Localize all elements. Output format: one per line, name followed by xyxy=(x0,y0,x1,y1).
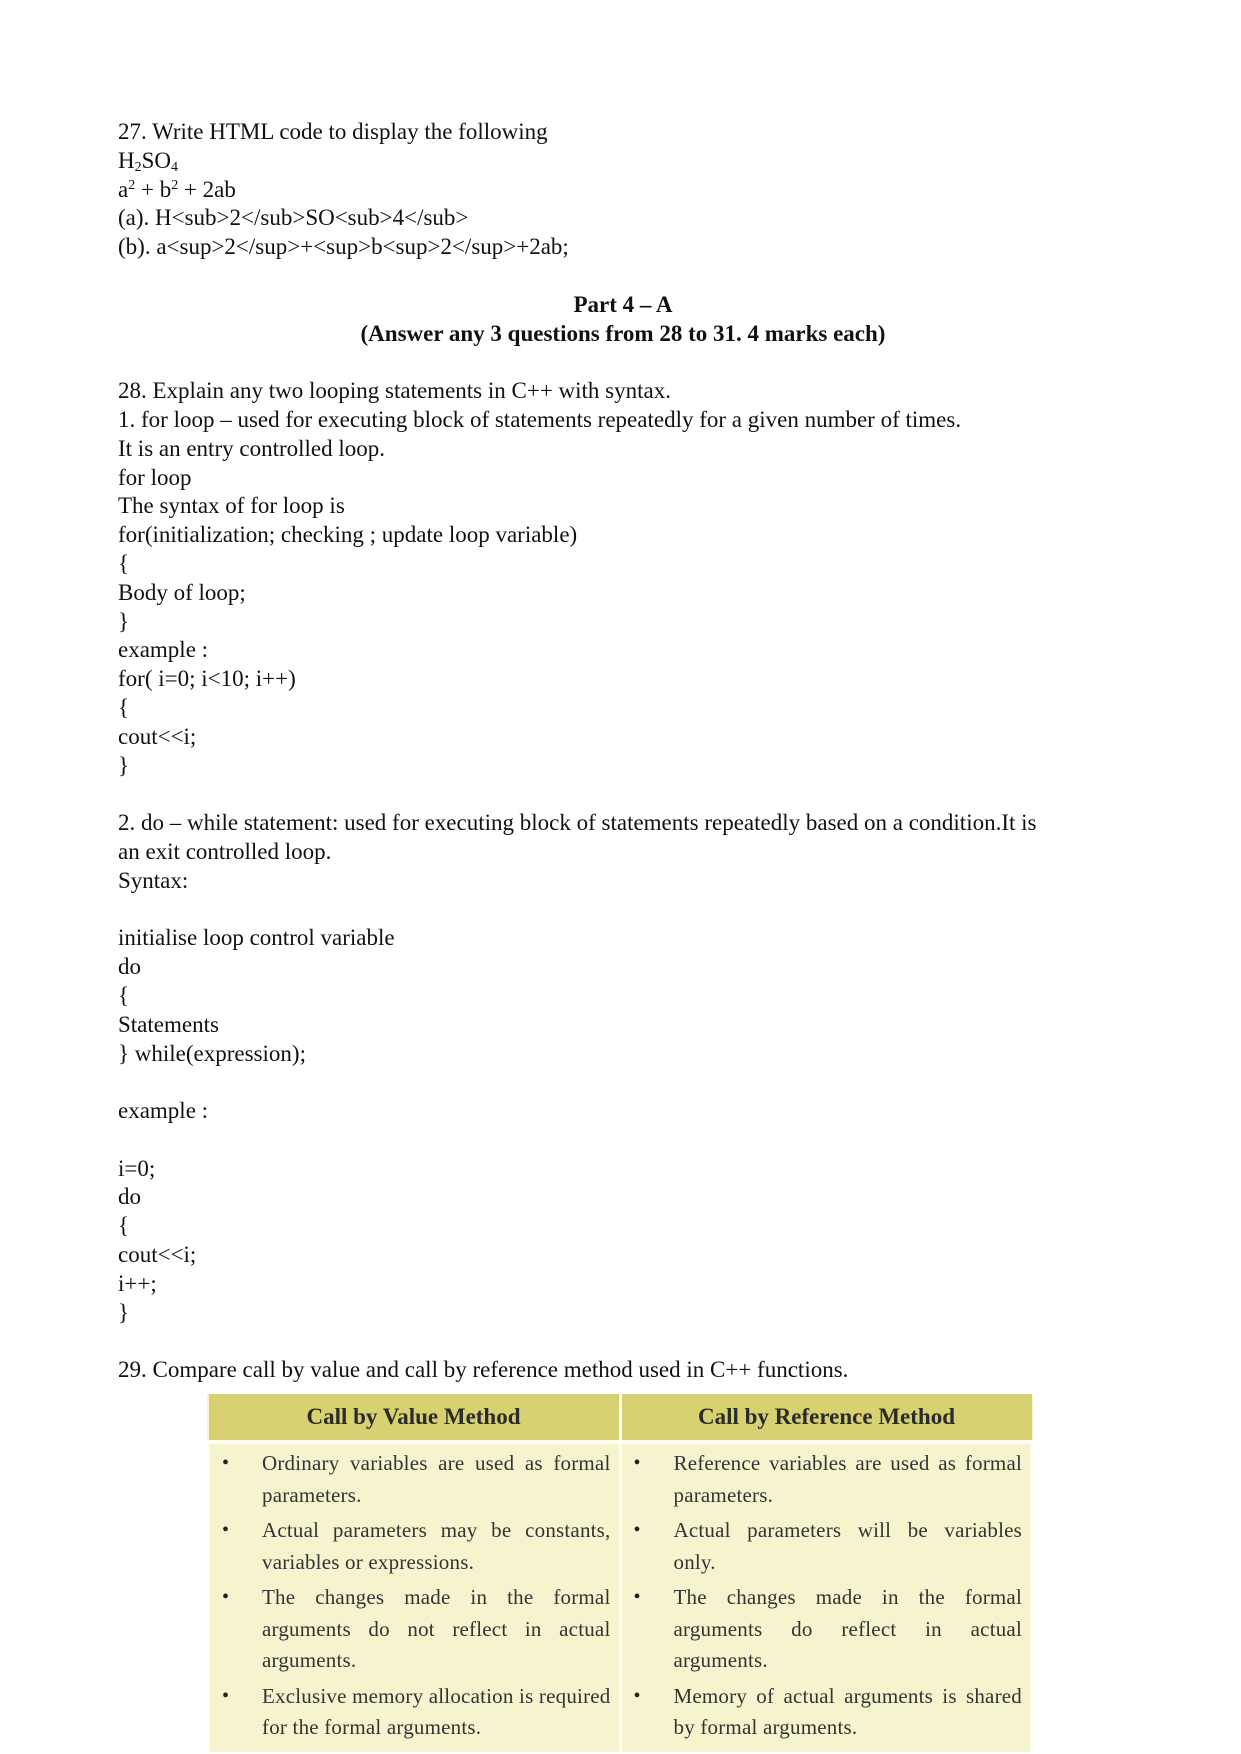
do-while-syntax xyxy=(118,924,1128,1068)
bullet-icon: • xyxy=(633,1452,641,1474)
do-while-example xyxy=(118,1155,1128,1328)
header-call-by-value: Call by Value Method xyxy=(209,1394,621,1442)
part-subtitle: (Answer any 3 questions from 28 to 31. 4 marks each) xyxy=(360,320,886,346)
page-content xyxy=(118,118,1128,1385)
do-while-example-line: i=0; xyxy=(118,1155,156,1181)
header-call-by-reference: Call by Reference Method xyxy=(620,1394,1032,1442)
do-while-example-line: i++; xyxy=(118,1270,157,1296)
do-while-example-line: do xyxy=(118,1184,141,1210)
question-29: 29. Compare call by value and call by reference method used in C++ functions. xyxy=(118,1357,849,1383)
value-list-item xyxy=(216,1582,611,1677)
do-while-syntax-line: do xyxy=(118,954,141,980)
item-text: Memory of actual arguments is shared by formal arguments. xyxy=(673,1683,1022,1739)
do-while-intro xyxy=(118,809,1128,895)
bullet-icon: • xyxy=(633,1519,641,1541)
reference-column xyxy=(620,1442,1032,1752)
do-while-intro-line: Syntax: xyxy=(118,867,189,893)
bullet-icon: • xyxy=(633,1586,641,1608)
do-while-syntax-line: initialise loop control variable xyxy=(118,925,395,951)
do-while-intro-line: 2. do – while statement: used for executing block of statements repeatedly based on a condition.It is xyxy=(118,810,1037,836)
reference-list-item xyxy=(628,1448,1023,1511)
value-column xyxy=(209,1442,621,1752)
comparison-table xyxy=(207,1394,1033,1752)
for-loop-line: It is an entry controlled loop. xyxy=(118,435,385,461)
for-loop-line: cout<<i; xyxy=(118,723,197,749)
item-text: The changes made in the formal arguments do not reflect in actual arguments. xyxy=(262,1585,611,1672)
item-text: Actual parameters may be constants, variables or expressions. xyxy=(262,1518,611,1574)
for-loop-line: The syntax of for loop is xyxy=(118,493,345,519)
value-list-item xyxy=(216,1515,611,1578)
do-while-syntax-line: { xyxy=(118,982,130,1008)
answer-27-a: (a). H<sub>2</sub>SO<sub>4</sub> xyxy=(118,205,469,231)
item-text: Ordinary variables are used as formal parameters. xyxy=(262,1451,611,1507)
formula-h2so4: $H_2SO_4$ xyxy=(118,147,179,175)
do-example-label: example : xyxy=(118,1098,209,1124)
item-text: Exclusive memory allocation is required for the formal arguments. xyxy=(262,1683,611,1739)
do-while-syntax-line: } while(expression); xyxy=(118,1040,306,1066)
question-28: 28. Explain any two looping statements in C++ with syntax. xyxy=(118,378,671,404)
for-loop-section xyxy=(118,406,1128,780)
bullet-icon: • xyxy=(633,1684,641,1707)
for-loop-line: } xyxy=(118,752,130,778)
for-loop-line: for( i=0; i<10; i++) xyxy=(118,666,296,692)
for-loop-line: { xyxy=(118,550,130,576)
value-list-item xyxy=(216,1681,611,1744)
for-loop-line: for(initialization; checking ; update loop variable) xyxy=(118,522,578,548)
do-while-example-line: { xyxy=(118,1213,130,1239)
bullet-icon: • xyxy=(222,1684,230,1707)
for-loop-line: 1. for loop – used for executing block of statements repeatedly for a given number of times. xyxy=(118,406,962,432)
formula-a2-b2-2ab: $a^2 + b^2 + 2ab$ xyxy=(118,176,236,202)
do-while-intro-line: an exit controlled loop. xyxy=(118,838,332,864)
do-while-syntax-line: Statements xyxy=(118,1011,219,1037)
item-text: The changes made in the formal arguments do reflect in actual arguments. xyxy=(673,1585,1022,1672)
reference-list-item xyxy=(628,1582,1023,1677)
value-list-item xyxy=(216,1448,611,1511)
for-loop-line: { xyxy=(118,694,130,720)
for-loop-line: for loop xyxy=(118,464,192,490)
reference-list-item xyxy=(628,1515,1023,1578)
part-title: Part 4 – A xyxy=(573,291,673,317)
for-loop-line: Body of loop; xyxy=(118,579,246,605)
answer-27-b: (b). a<sup>2</sup>+<sup>b<sup>2</sup>+2ab; xyxy=(118,234,569,260)
for-loop-line: } xyxy=(118,608,130,634)
bullet-icon: • xyxy=(222,1452,230,1474)
for-loop-line: example : xyxy=(118,637,209,663)
do-while-example-line: } xyxy=(118,1299,130,1325)
bullet-icon: • xyxy=(222,1519,230,1541)
question-27: 27. Write HTML code to display the following xyxy=(118,119,548,144)
item-text: Reference variables are used as formal parameters. xyxy=(673,1451,1022,1507)
do-while-example-line: cout<<i; xyxy=(118,1242,197,1268)
item-text: Actual parameters will be variables only. xyxy=(673,1518,1022,1574)
bullet-icon: • xyxy=(222,1586,230,1608)
reference-list-item xyxy=(628,1681,1023,1744)
